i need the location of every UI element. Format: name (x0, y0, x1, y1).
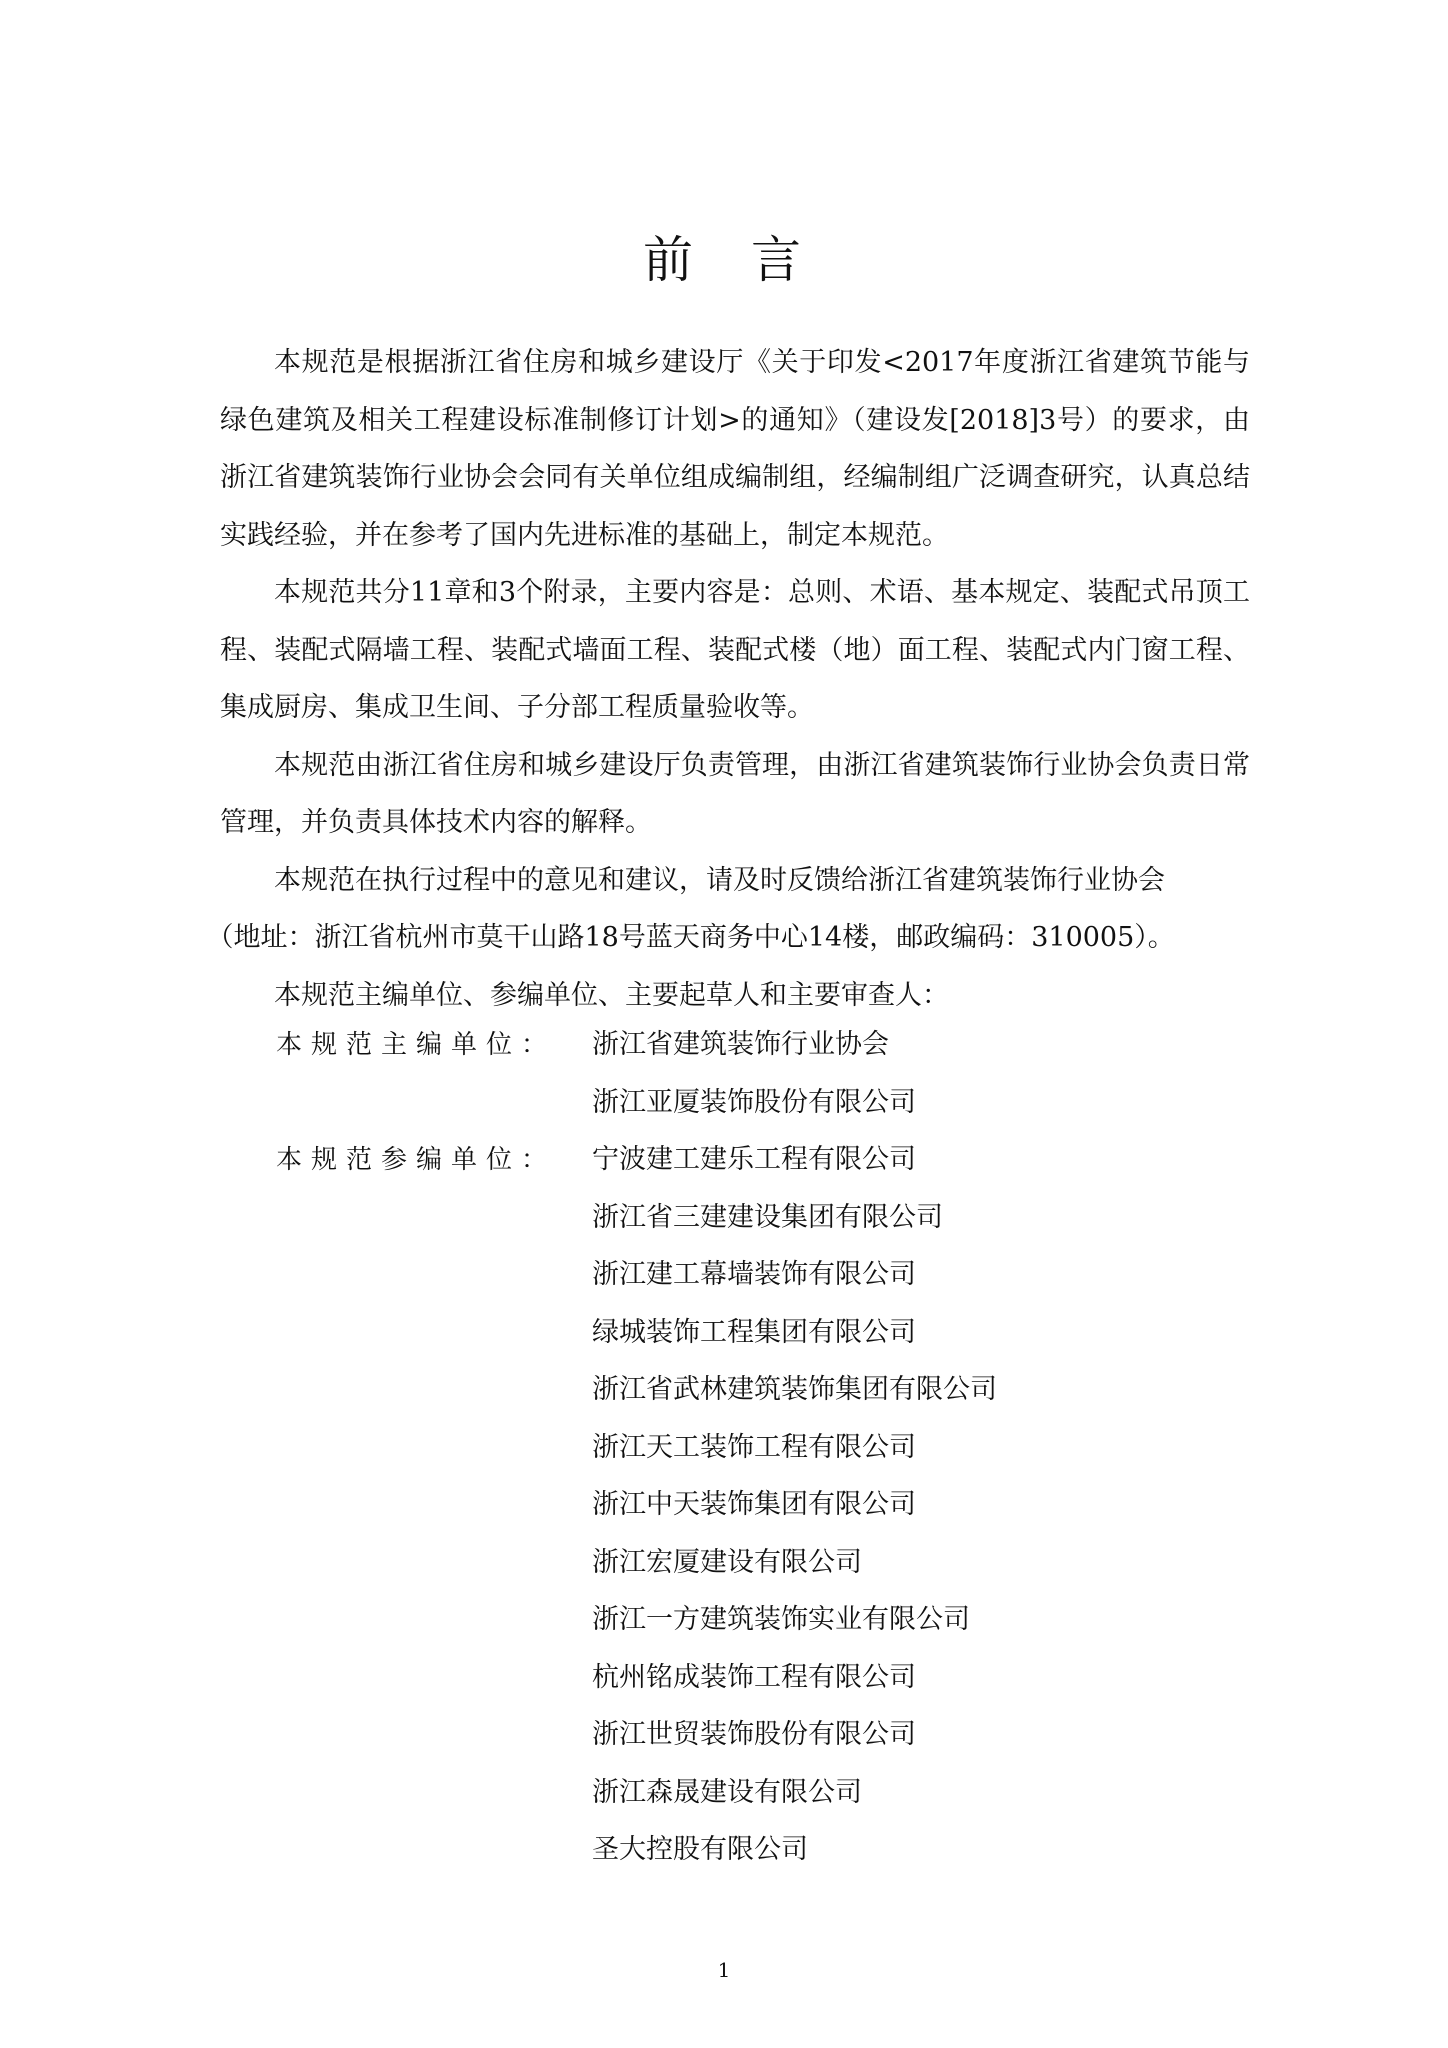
chief-unit-row (276, 1016, 1256, 1074)
participating-unit-row (276, 1246, 1256, 1304)
preface-body (206, 334, 1250, 1024)
participating-unit-row (276, 1304, 1256, 1362)
participating-unit-row (276, 1591, 1256, 1649)
participating-unit-name: 浙江省武林建筑装饰集团有限公司 (592, 1374, 997, 1405)
participating-unit-name: 宁波建工建乐工程有限公司 (592, 1144, 916, 1175)
participating-unit-name: 杭州铭成装饰工程有限公司 (592, 1661, 916, 1693)
units-list (276, 1016, 1256, 1879)
participating-unit-name: 圣大控股有限公司 (592, 1834, 808, 1865)
participating-unit-name: 浙江天工装饰工程有限公司 (592, 1431, 916, 1463)
participating-unit-row (276, 1189, 1256, 1247)
participating-unit-row (276, 1764, 1256, 1822)
participating-unit-name: 浙江中天装饰集团有限公司 (592, 1489, 916, 1520)
participating-unit-row (276, 1361, 1256, 1419)
page-number: 1 (717, 1958, 731, 1982)
participating-units-label: 本规范参编单位： (276, 1145, 557, 1175)
participating-unit-name: 浙江一方建筑装饰实业有限公司 (592, 1604, 970, 1635)
chief-unit-name: 浙江省建筑装饰行业协会 (592, 1029, 889, 1060)
preface-paragraph-3: 本规范由浙江省住房和城乡建设厅负责管理，由浙江省建筑装饰行业协会负责日常管理，并负责具体技术内容的解释。 (220, 749, 1250, 838)
participating-unit-row (276, 1476, 1256, 1534)
participating-unit-name: 浙江省三建建设集团有限公司 (592, 1201, 943, 1233)
participating-unit-name: 绿城装饰工程集团有限公司 (592, 1316, 916, 1348)
participating-unit-row (276, 1534, 1256, 1592)
chief-unit-row (276, 1074, 1256, 1132)
participating-unit-name: 浙江宏厦建设有限公司 (592, 1546, 862, 1578)
participating-unit-row (276, 1649, 1256, 1707)
preface-paragraph-units-intro: 本规范主编单位、参编单位、主要起草人和主要审查人： (274, 979, 949, 1011)
participating-unit-row (276, 1821, 1256, 1879)
preface-paragraph-4: 本规范在执行过程中的意见和建议，请及时反馈给浙江省建筑装饰行业协会 (274, 864, 1165, 896)
participating-unit-row (276, 1706, 1256, 1764)
chief-units-label: 本规范主编单位： (276, 1030, 557, 1060)
participating-unit-name: 浙江森晟建设有限公司 (592, 1776, 862, 1808)
participating-unit-name: 浙江建工幕墙装饰有限公司 (592, 1259, 916, 1290)
participating-unit-name: 浙江世贸装饰股份有限公司 (592, 1719, 916, 1750)
chief-unit-name: 浙江亚厦装饰股份有限公司 (592, 1086, 916, 1118)
preface-address: （地址：浙江省杭州市莫干山路18号蓝天商务中心14楼，邮政编码：310005）。 (206, 922, 1175, 953)
page-title: 前 言 (643, 230, 805, 289)
participating-unit-row (276, 1419, 1256, 1477)
preface-paragraph-2: 本规范共分11章和3个附录，主要内容是：总则、术语、基本规定、装配式吊顶工程、装配式隔墙工程、装配式墙面工程、装配式楼（地）面工程、装配式内门窗工程、集成厨房、集成卫生间、子分部工程质量验收等。 (220, 577, 1250, 723)
participating-unit-row (276, 1131, 1256, 1189)
preface-paragraph-1: 本规范是根据浙江省住房和城乡建设厅《关于印发<2017年度浙江省建筑节能与绿色建筑及相关工程建设标准制修订计划>的通知》（建设发[2018]3号）的要求，由浙江省建筑装饰行业协会会同有关单位组成编制组，经编制组广泛调查研究，认真总结实践经验，并在参考了国内先进标准的基础上，制定本规范。 (220, 347, 1250, 551)
